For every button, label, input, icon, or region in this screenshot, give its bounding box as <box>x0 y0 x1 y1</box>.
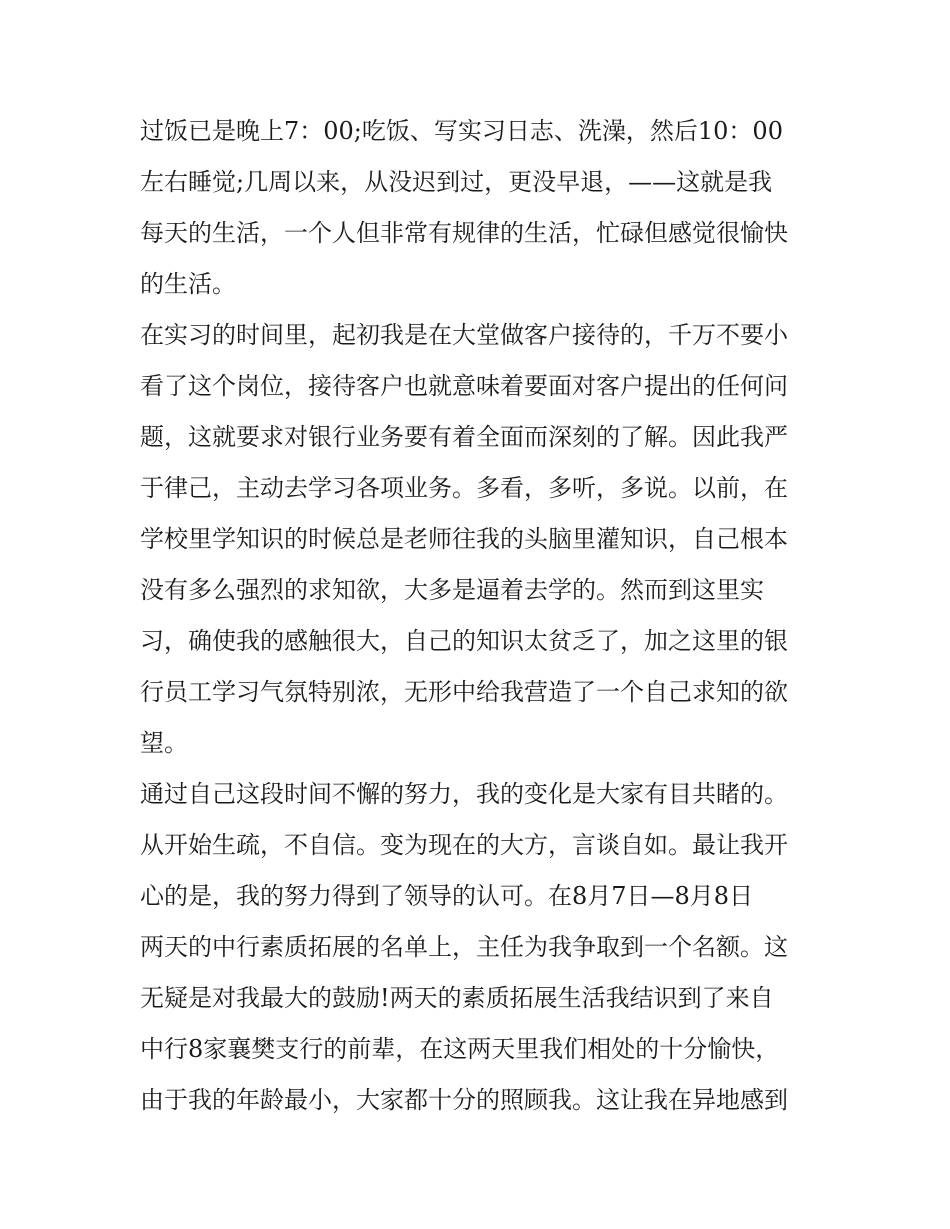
text-line: 通过自己这段时间不懈的努力，我的变化是大家有目共睹的。 <box>140 780 788 808</box>
text-line: 每天的生活，一个人但非常有规律的生活，忙碌但感觉很愉快 <box>140 219 788 247</box>
text-line: 看了这个岗位，接待客户也就意味着要面对客户提出的任何问 <box>140 372 788 400</box>
text-line: 习，确使我的感触很大，自己的知识太贫乏了，加之这里的银 <box>140 627 788 655</box>
text-line: 题，这就要求对银行业务要有着全面而深刻的了解。因此我严 <box>140 423 788 451</box>
text-line: 从开始生疏，不自信。变为现在的大方，言谈自如。最让我开 <box>140 831 788 859</box>
text-line: 过饭已是晚上7：00;吃饭、写实习日志、洗澡，然后10：00 <box>140 117 783 145</box>
body-text <box>140 106 820 1126</box>
text-line: 无疑是对我最大的鼓励!两天的素质拓展生活我结识到了来自 <box>140 984 774 1012</box>
text-line: 望。 <box>140 729 188 757</box>
text-line: 心的是，我的努力得到了领导的认可。在8月7日—8月8日 <box>140 882 754 910</box>
text-line: 两天的中行素质拓展的名单上，主任为我争取到一个名额。这 <box>140 933 788 961</box>
text-line: 中行8家襄樊支行的前辈，在这两天里我们相处的十分愉快， <box>140 1035 780 1063</box>
text-line: 行员工学习气氛特别浓，无形中给我营造了一个自己求知的欲 <box>140 678 788 706</box>
text-line: 在实习的时间里，起初我是在大堂做客户接待的，千万不要小 <box>140 321 788 349</box>
text-line: 学校里学知识的时候总是老师往我的头脑里灌知识，自己根本 <box>140 525 788 553</box>
text-line: 没有多么强烈的求知欲，大多是逼着去学的。然而到这里实 <box>140 576 764 604</box>
text-line: 左右睡觉;几周以来，从没迟到过，更没早退，——这就是我 <box>140 168 773 196</box>
text-line: 由于我的年龄最小，大家都十分的照顾我。这让我在异地感到 <box>140 1086 788 1114</box>
text-line: 的生活。 <box>140 270 236 298</box>
text-line: 于律己，主动去学习各项业务。多看，多听，多说。以前，在 <box>140 474 788 502</box>
